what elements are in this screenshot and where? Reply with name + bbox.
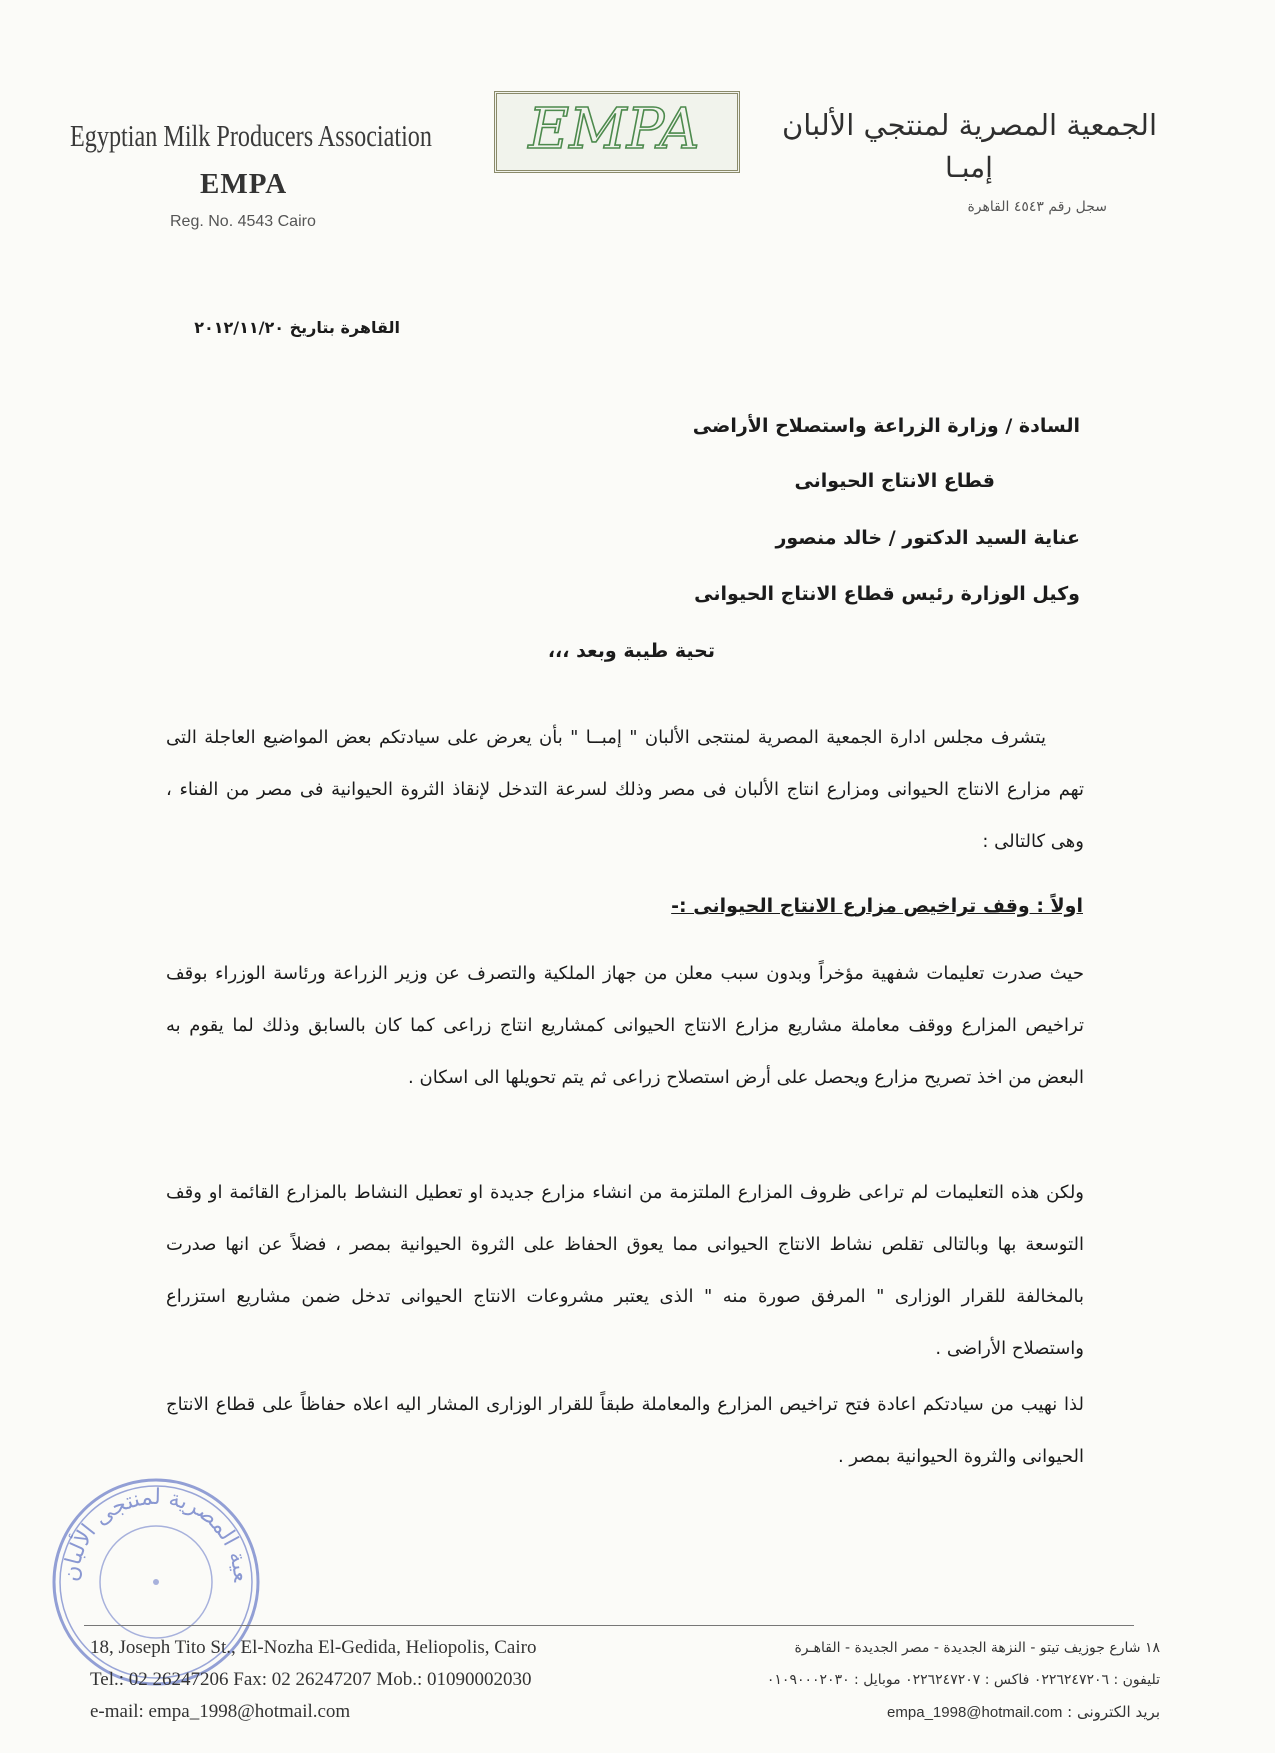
addressee-ministry: السادة / وزارة الزراعة واستصلاح الأراضى bbox=[692, 415, 1080, 437]
org-abbreviation-english: EMPA bbox=[200, 168, 288, 200]
section-heading: اولاً : وقف تراخيص مزارع الانتاج الحيوانى :- bbox=[671, 895, 1083, 917]
footer-divider bbox=[84, 1625, 1134, 1626]
body-paragraph-instructions: حيث صدرت تعليمات شفهية مؤخراً وبدون سبب معلن من جهاز الملكية والتصرف عن وزير الزراعة ورئاسة الوزراء بوقف تراخيص المزارع ووقف معاملة مشاريع مزارع الانتاج الحيوانى كمشاريع انتاج زراعى كما كان بالسابق وذلك لما يقوم به البعض من اخذ تصريح مزارع ويحصل على أرض استصلاح زراعى ثم يتم تحويلها الى اسكان . bbox=[166, 963, 1084, 1088]
org-name-english: Egyptian Milk Producers Association bbox=[70, 118, 432, 153]
footer-phones-arabic: تليفون : ٠٢٢٦٢٤٧٢٠٦ فاكس : ٠٢٢٦٢٤٧٢٠٧ موبايل : ٠١٠٩٠٠٠٢٠٣٠ bbox=[766, 1672, 1160, 1688]
footer-email-address: empa_1998@hotmail.com bbox=[887, 1704, 1063, 1721]
body-paragraph-intro: يتشرف مجلس ادارة الجمعية المصرية لمنتجى الألبان " إمبــا " بأن يعرض على سيادتكم بعض المواضيع العاجلة التى تهم مزارع الانتاج الحيوانى ومزارع انتاج الألبان فى مصر وذلك لسرعة التدخل لإنقاذ الثروة الحيوانية فى مصر من الفناء ، وهى كالتالى : bbox=[166, 727, 1084, 852]
org-name-arabic: الجمعية المصرية لمنتجي الألبان bbox=[781, 108, 1157, 142]
registration-number-english: Reg. No. 4543 Cairo bbox=[170, 213, 316, 230]
footer-email-label-arabic: بريد الكترونى : bbox=[1067, 1703, 1160, 1721]
body-paragraph-request: لذا نهيب من سيادتكم اعادة فتح تراخيص المزارع والمعاملة طبقاً للقرار الوزارى المشار اليه اعلاه حفاظاً على قطاع الانتاج الحيوانى والثروة الحيوانية بمصر . bbox=[166, 1394, 1084, 1467]
addressee-title: وكيل الوزارة رئيس قطاع الانتاج الحيوانى bbox=[694, 583, 1080, 605]
footer-phones-english: Tel.: 02 26247206 Fax: 02 26247207 Mob.: 01090002030 bbox=[90, 1669, 532, 1690]
empa-logo-icon bbox=[497, 94, 731, 164]
svg-text:الجمعية المصرية لمنتجى الألبان bbox=[48, 1474, 253, 1583]
addressee-person: عناية السيد الدكتور / خالد منصور bbox=[775, 527, 1080, 549]
stamp-text: عية المصرية لمنتجى الألبان bbox=[58, 1484, 254, 1583]
letter-date: القاهرة بتاريخ ٢٠١٢/١١/٢٠ bbox=[194, 318, 400, 337]
footer-email-english: e-mail: empa_1998@hotmail.com bbox=[90, 1701, 351, 1722]
greeting: تحية طيبة وبعد ،،، bbox=[547, 640, 715, 662]
registration-number-arabic: سجل رقم ٤٥٤٣ القاهرة bbox=[967, 199, 1107, 215]
empa-logo bbox=[494, 91, 740, 173]
logo-lettering: EMPA bbox=[528, 97, 700, 162]
body-paragraph-consequences: ولكن هذه التعليمات لم تراعى ظروف المزارع الملتزمة من انشاء مزارع جديدة او تعطيل النشاط بالمزارع القائمة او وقف التوسعة بها وبالتالى تقلص نشاط الانتاج الحيوانى مما يعوق الحفاظ على الثروة الحيوانية بمصر ، فضلاً عن انها صدرت بالمخالفة للقرار الوزارى " المرفق صورة منه " الذى يعتبر مشروعات الانتاج الحيوانى تدخل ضمن مشاريع استزراع واستصلاح الأراضى . bbox=[166, 1182, 1084, 1359]
org-abbreviation-arabic: إمبـا bbox=[945, 151, 993, 184]
footer-address-arabic: ١٨ شارع جوزيف تيتو - النزهة الجديدة - مصر الجديدة - القاهـرة bbox=[794, 1640, 1160, 1656]
footer-address-english: 18, Joseph Tito St., El-Nozha El-Gedida, Heliopolis, Cairo bbox=[90, 1637, 537, 1658]
addressee-sector: قطاع الانتاج الحيوانى bbox=[794, 470, 995, 492]
footer-email-arabic bbox=[887, 1703, 1160, 1721]
